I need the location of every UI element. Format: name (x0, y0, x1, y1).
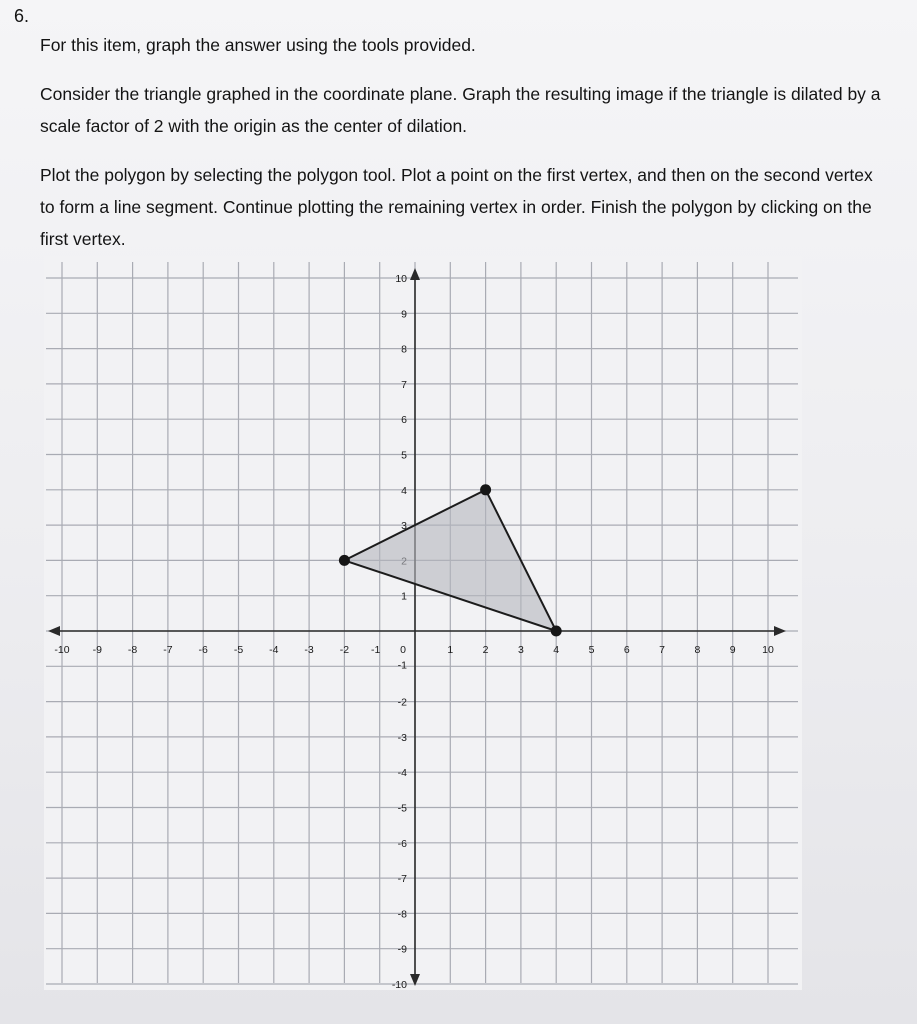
y-tick-label: 5 (401, 449, 407, 462)
x-tick-label: 2 (482, 644, 489, 656)
y-tick-label: -4 (397, 767, 407, 780)
y-tick-label: 3 (401, 520, 407, 533)
y-tick-label: -6 (397, 837, 407, 850)
y-tick-label: 4 (401, 484, 407, 497)
x-tick-label: -9 (92, 644, 102, 656)
x-tick-label: 6 (623, 644, 630, 656)
instruction-dilation: Consider the triangle graphed in the coordinate plane. Graph the resulting image if the triangle is dilated by a scale factor of 2 with the origin as the center of dilation. (40, 84, 881, 136)
graph-background (44, 256, 802, 990)
y-tick-label: -1 (397, 659, 407, 672)
item-number: 6. (14, 6, 30, 26)
x-tick-label: 8 (694, 644, 701, 656)
x-tick-label: -10 (54, 644, 70, 656)
triangle-vertex-point[interactable] (551, 626, 562, 637)
y-tick-label: -3 (397, 731, 407, 744)
y-tick-label: 7 (401, 378, 407, 391)
x-tick-label: -1 (371, 644, 381, 656)
x-tick-label: 0 (400, 644, 406, 656)
y-tick-label: 1 (401, 590, 407, 603)
grid (44, 256, 802, 990)
y-tick-label: -8 (397, 908, 407, 921)
y-tick-label: 6 (401, 414, 407, 427)
x-tick-label: -4 (269, 644, 279, 656)
triangle-vertex-point[interactable] (480, 484, 491, 495)
x-tick-label: 5 (588, 644, 595, 656)
x-tick-label: -6 (198, 644, 208, 656)
x-tick-label: 4 (553, 644, 560, 656)
instruction-tools: For this item, graph the answer using the tools provided. (40, 35, 476, 55)
y-tick-label: 10 (395, 273, 407, 285)
y-tick-label: -9 (397, 943, 407, 956)
y-tick-label: 9 (401, 308, 407, 321)
triangle-vertex-point[interactable] (339, 555, 350, 566)
x-tick-label: 1 (447, 644, 454, 656)
x-tick-label: -8 (127, 644, 138, 656)
x-tick-label: 10 (762, 644, 774, 656)
y-tick-label: -5 (397, 802, 407, 815)
y-tick-label: -2 (397, 696, 407, 709)
y-tick-label: -10 (391, 979, 407, 991)
x-tick-label: 7 (659, 644, 666, 656)
y-tick-label: -7 (397, 873, 407, 886)
x-tick-label: 9 (729, 644, 736, 656)
x-tick-label: -5 (233, 644, 244, 656)
x-tick-label: 3 (517, 644, 524, 656)
x-tick-label: -2 (339, 644, 350, 656)
instruction-polygon-tool: Plot the polygon by selecting the polygon tool. Plot a point on the first vertex, and then on the second vertex to form a line segment. Continue plotting the remaining vertex in order. Finish the polygon by clicking on the first vertex. (40, 165, 873, 249)
x-tick-label: -3 (304, 644, 314, 656)
x-tick-label: -7 (163, 644, 173, 656)
y-tick-label: 8 (401, 343, 407, 356)
